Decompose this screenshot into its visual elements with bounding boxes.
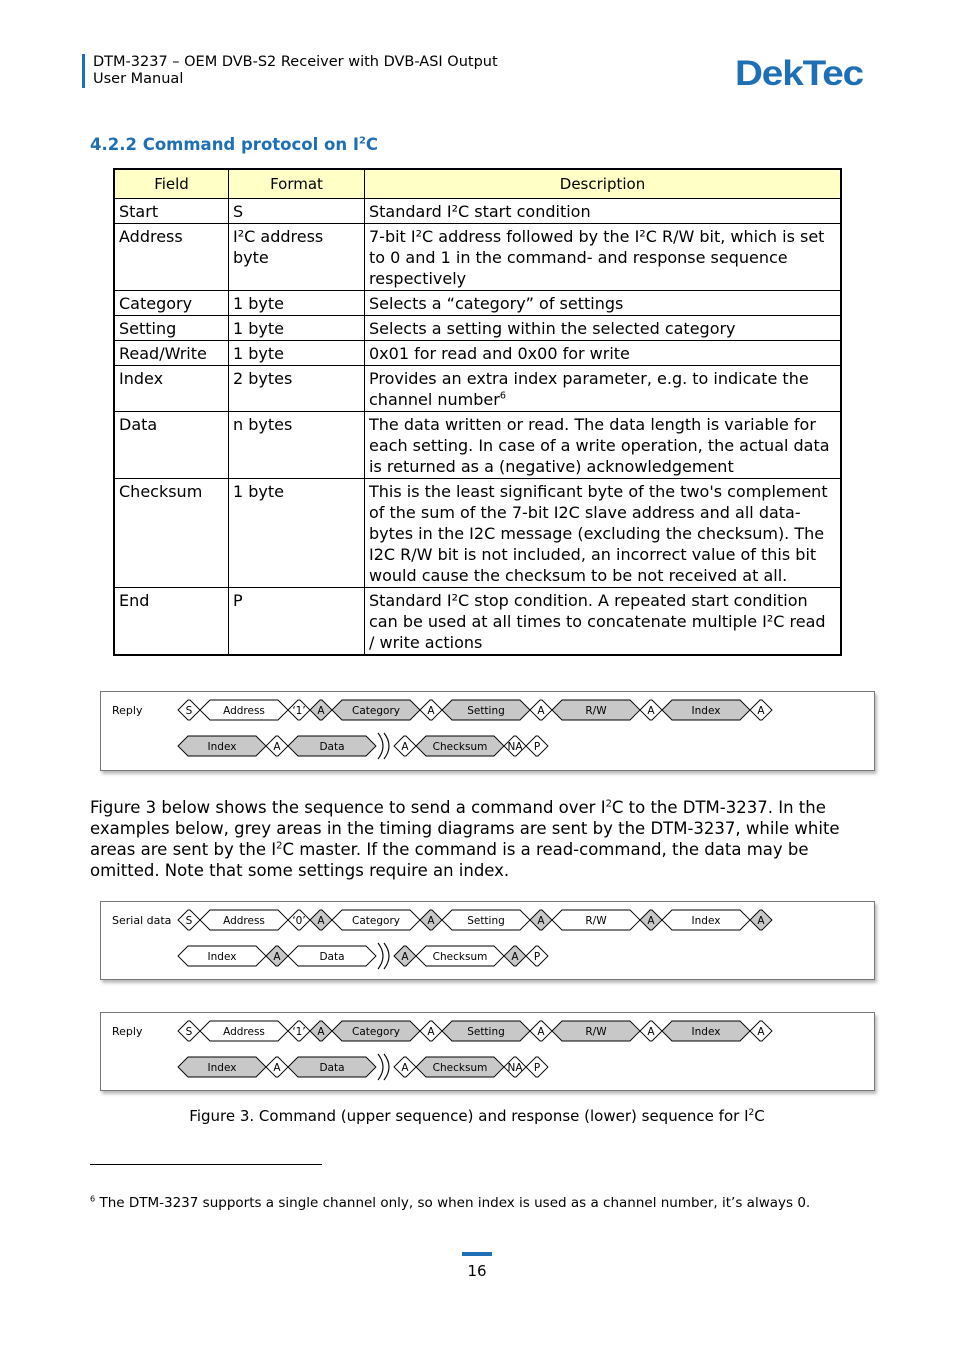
format-cell: P	[229, 588, 365, 656]
page-number: 16	[467, 1262, 487, 1280]
timing-cell	[552, 700, 640, 720]
timing-cell-label: R/W	[585, 705, 607, 717]
timing-cell	[750, 910, 772, 930]
timing-cell-label: Data	[319, 741, 345, 753]
timing-cell	[178, 700, 200, 720]
timing-cell-label: Setting	[467, 1026, 505, 1038]
field-cell: Index	[114, 366, 229, 412]
timing-cell-label: Category	[352, 1026, 400, 1038]
timing-cell	[200, 1021, 288, 1041]
timing-cell	[310, 700, 332, 720]
timing-cell	[526, 736, 548, 756]
timing-cell-label: A	[317, 705, 325, 717]
timing-cell-label: Index	[207, 1062, 237, 1074]
description-cell: Standard I²C stop condition. A repeated start condition can be used at all times to concatenate multiple I²C read / write actions	[365, 588, 842, 656]
table-row	[114, 341, 841, 366]
timing-cell	[530, 700, 552, 720]
timing-cell	[530, 910, 552, 930]
table-row	[114, 412, 841, 479]
body-paragraph: Figure 3 below shows the sequence to send a command over $I^2C$ to the DTM-3237. In the examples below, grey areas in the timing diagrams are sent by the DTM-3237, while white areas are sent by the $I^2C$ master. If the command is a read-command, the data may be omitted. Note that some settings require an index.	[90, 798, 840, 880]
timing-cell	[504, 946, 526, 966]
reply-timing-svg	[101, 692, 874, 770]
field-cell: End	[114, 588, 229, 656]
timing-cell-label: A	[511, 951, 519, 963]
timing-cell	[504, 736, 526, 756]
field-cell: Checksum	[114, 479, 229, 588]
timing-cell	[442, 910, 530, 930]
timing-cell	[552, 1021, 640, 1041]
dektec-logo	[735, 54, 865, 90]
timing-cell-label: Index	[691, 1026, 721, 1038]
timing-cell-label: R/W	[585, 915, 607, 927]
timing-cell	[394, 946, 416, 966]
timing-cell-label: Index	[691, 915, 721, 927]
sequence-break-icon	[378, 733, 389, 759]
page-number-bar	[462, 1252, 492, 1256]
timing-cell-label: A	[401, 741, 409, 753]
description-cell: 7-bit I²C address followed by the I²C R/W bit, which is set to 0 and 1 in the command- and response sequence respectively	[365, 224, 842, 291]
timing-cell-label: A	[647, 915, 655, 927]
timing-cell-label: P	[533, 1062, 541, 1074]
timing-cell-label: Address	[223, 705, 265, 717]
timing-cell-label: A	[537, 915, 545, 927]
timing-cell	[526, 946, 548, 966]
header-subtitle: User Manual	[93, 71, 184, 87]
timing-cell-label: A	[647, 1026, 655, 1038]
description-cell: Provides an extra index parameter, e.g. to indicate the channel number$^6$	[365, 366, 842, 412]
timing-cell	[332, 910, 420, 930]
diagram-label: Serial data	[112, 914, 172, 927]
timing-cell-label: Index	[207, 741, 237, 753]
table-row	[114, 588, 841, 656]
timing-cell-label: S	[185, 915, 193, 927]
sequence-break-icon	[378, 943, 389, 969]
format-cell: 1 byte	[229, 341, 365, 366]
field-cell: Read/Write	[114, 341, 229, 366]
timing-cell-label: A	[757, 915, 765, 927]
timing-cell-label: Checksum	[432, 741, 488, 753]
timing-cell-label: Checksum	[432, 951, 488, 963]
timing-cell	[178, 1057, 266, 1077]
timing-cell	[200, 910, 288, 930]
timing-cell	[442, 700, 530, 720]
timing-cell-label: A	[401, 1062, 409, 1074]
timing-cell	[178, 736, 266, 756]
timing-cell-label: Setting	[467, 915, 505, 927]
timing-cell-label: Checksum	[432, 1062, 488, 1074]
timing-cell-label: A	[401, 951, 409, 963]
timing-cell	[288, 736, 376, 756]
timing-cell-label: S	[185, 705, 193, 717]
timing-cell-label: Data	[319, 951, 345, 963]
field-cell: Setting	[114, 316, 229, 341]
timing-cell-label: Address	[223, 1026, 265, 1038]
field-cell: Category	[114, 291, 229, 316]
timing-cell-label: A	[537, 705, 545, 717]
timing-cell	[640, 700, 662, 720]
reply-timing-diagram	[100, 691, 875, 771]
timing-cell	[288, 910, 310, 930]
description-cell: Standard I²C start condition	[365, 199, 842, 224]
timing-cell	[394, 1057, 416, 1077]
footnote: $^6$ The DTM-3237 supports a single channel only, so when index is used as a channel number, it’s always 0.	[90, 1193, 811, 1211]
timing-cell	[640, 910, 662, 930]
column-header-format: Format	[229, 169, 365, 199]
timing-cell	[526, 1057, 548, 1077]
timing-cell	[504, 1057, 526, 1077]
timing-cell	[442, 1021, 530, 1041]
timing-cell	[288, 700, 310, 720]
timing-cell	[310, 1021, 332, 1041]
table-row	[114, 291, 841, 316]
timing-cell-label: A	[317, 1026, 325, 1038]
timing-cell-label: A	[427, 915, 435, 927]
timing-cell	[288, 1021, 310, 1041]
description-cell: The data written or read. The data length is variable for each setting. In case of a write operation, the actual data is returned as a (negative) acknowledgement	[365, 412, 842, 479]
timing-cell-label: Setting	[467, 705, 505, 717]
timing-cell-label: R/W	[585, 1026, 607, 1038]
timing-cell-label: Data	[319, 1062, 345, 1074]
timing-cell	[266, 736, 288, 756]
column-header-field: Field	[114, 169, 229, 199]
sequence-break-icon	[378, 1054, 389, 1080]
field-cell: Address	[114, 224, 229, 291]
timing-cell-label: A	[537, 1026, 545, 1038]
timing-cell	[420, 700, 442, 720]
timing-cell-label: A	[273, 1062, 281, 1074]
timing-cell	[416, 1057, 504, 1077]
timing-cell-label: ‘1’	[292, 705, 306, 717]
description-cell: Selects a setting within the selected category	[365, 316, 842, 341]
table-body	[114, 199, 841, 656]
description-cell: Selects a “category” of settings	[365, 291, 842, 316]
header-title: DTM-3237 – OEM DVB-S2 Receiver with DVB-ASI Output	[93, 54, 498, 70]
timing-cell	[178, 1021, 200, 1041]
command-timing-diagram	[100, 901, 875, 980]
timing-cell	[288, 1057, 376, 1077]
timing-cell-label: NA	[507, 741, 523, 753]
timing-cell	[662, 910, 750, 930]
timing-cell	[640, 1021, 662, 1041]
timing-cell	[266, 1057, 288, 1077]
description-cell: This is the least significant byte of the two's complement of the sum of the 7-bit I2C slave address and all data-bytes in the I2C message (excluding the checksum). The I2C R/W bit is not included, an incorrect value of this bit would cause the checksum to be not received at all.	[365, 479, 842, 588]
timing-cell	[178, 910, 200, 930]
section-title: 4.2.2 Command protocol on $I^2C$	[90, 135, 378, 154]
diagram-label: Reply	[112, 1025, 143, 1038]
timing-cell-label: P	[533, 741, 541, 753]
timing-cell-label: A	[427, 1026, 435, 1038]
timing-cell-label: Index	[207, 951, 237, 963]
timing-cell	[266, 946, 288, 966]
timing-cell-label: S	[185, 1026, 193, 1038]
timing-cell-label: A	[273, 951, 281, 963]
timing-cell-label: A	[317, 915, 325, 927]
timing-cell	[394, 736, 416, 756]
timing-cell-label: P	[533, 951, 541, 963]
timing-cell	[420, 910, 442, 930]
timing-cell-label: ‘1’	[292, 1026, 306, 1038]
format-cell: n bytes	[229, 412, 365, 479]
timing-cell-label: A	[757, 1026, 765, 1038]
table-row	[114, 224, 841, 291]
command-timing-svg	[101, 902, 874, 979]
timing-cell	[332, 1021, 420, 1041]
timing-cell-label: A	[273, 741, 281, 753]
table-row	[114, 199, 841, 224]
command-protocol-table	[113, 168, 842, 656]
column-header-description: Description	[365, 169, 842, 199]
timing-cell	[178, 946, 266, 966]
format-cell: 1 byte	[229, 316, 365, 341]
format-cell: 1 byte	[229, 291, 365, 316]
document-header	[82, 54, 498, 88]
format-cell: S	[229, 199, 365, 224]
timing-cell	[200, 700, 288, 720]
timing-cell	[750, 1021, 772, 1041]
diagram-label: Reply	[112, 704, 143, 717]
timing-cell	[416, 946, 504, 966]
timing-cell	[750, 700, 772, 720]
response-timing-diagram	[100, 1012, 875, 1091]
table-header-row	[114, 169, 841, 199]
timing-cell	[662, 700, 750, 720]
timing-cell	[288, 946, 376, 966]
timing-cell-label: Index	[691, 705, 721, 717]
format-cell: I²C address byte	[229, 224, 365, 291]
timing-cell	[552, 910, 640, 930]
timing-cell-label: Category	[352, 705, 400, 717]
timing-cell	[420, 1021, 442, 1041]
field-cell: Start	[114, 199, 229, 224]
field-cell: Data	[114, 412, 229, 479]
timing-cell	[332, 700, 420, 720]
table-row	[114, 316, 841, 341]
format-cell: 2 bytes	[229, 366, 365, 412]
timing-cell-label: Category	[352, 915, 400, 927]
timing-cell-label: A	[757, 705, 765, 717]
table-row	[114, 366, 841, 412]
svg-text:DekTec: DekTec	[735, 54, 864, 90]
timing-cell-label: ‘0’	[292, 915, 306, 927]
timing-cell-label: Address	[223, 915, 265, 927]
timing-cell-label: A	[647, 705, 655, 717]
footnote-reference: 6	[499, 390, 506, 402]
timing-cell	[416, 736, 504, 756]
timing-cell-label: NA	[507, 1062, 523, 1074]
figure-caption: Figure 3. Command (upper sequence) and response (lower) sequence for $I^2C$	[189, 1107, 765, 1125]
response-timing-svg	[101, 1013, 874, 1090]
timing-cell	[530, 1021, 552, 1041]
timing-cell	[662, 1021, 750, 1041]
description-cell: 0x01 for read and 0x00 for write	[365, 341, 842, 366]
format-cell: 1 byte	[229, 479, 365, 588]
footnote-separator	[90, 1164, 322, 1165]
dektec-logo-graphic	[735, 54, 865, 90]
timing-cell	[310, 910, 332, 930]
timing-cell-label: A	[427, 705, 435, 717]
table-row	[114, 479, 841, 588]
